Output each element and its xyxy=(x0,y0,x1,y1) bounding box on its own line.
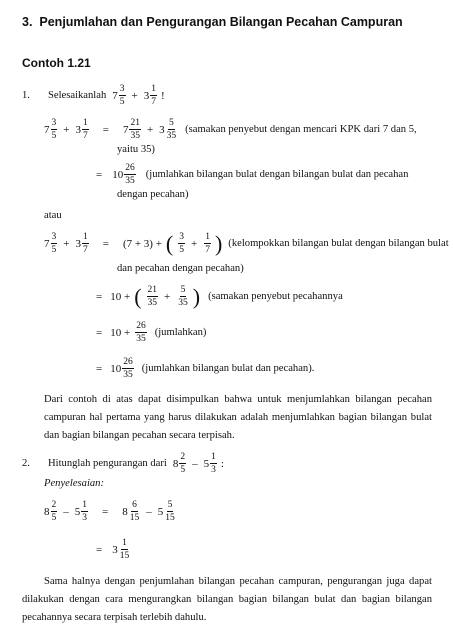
problem1-expression: 7 $\frac{3}{5}$ + 3 $\frac{1}{7}$ ! xyxy=(112,84,165,107)
problem1-prompt-text: Selesaikanlah xyxy=(48,89,107,101)
section-heading xyxy=(22,15,403,29)
problem2-step2: = 3 $\frac{1}{15}$ xyxy=(96,538,130,561)
problem1-step2: = 10 $\frac{26}{35}$ (jumlahkan bilangan bulat dengan bilangan bulat dan pecahan xyxy=(96,163,409,186)
equals-sign: = xyxy=(102,123,109,136)
step2-note-1: (jumlahkan bilangan bulat dengan bilangan bulat dan pecahan xyxy=(145,169,409,180)
mixed-number: 7 $\frac{3}{5}$ xyxy=(112,84,125,107)
problem1-step1 xyxy=(44,118,417,141)
problem1-alt1: 7 $\frac{3}{5}$ + 3 $\frac{1}{7}$ = (7 + 3) + ( $\frac{3}{5}$ + $\frac{1}{7}$ ) (kelompokkan bilangan bulat dengan bilangan bulat xyxy=(44,230,449,256)
problem1-number: 1. xyxy=(22,89,30,101)
solution-label: Penyelesaian: xyxy=(44,478,105,489)
closing-paragraph: Sama halnya dengan penjumlahan bilangan pecahan campuran, pengurangan juga dapat dilakukan dengan cara mengurangkan bilangan bagian bilangan bulat dan bagian bilangan pecahannya secara terpisah terlebih dahulu. xyxy=(22,576,432,623)
example-title: Contoh 1.21 xyxy=(22,56,91,70)
problem1-prompt xyxy=(22,84,165,107)
step1-rhs: 7 $\frac{21}{35}$ + 3 $\frac{5}{35}$ xyxy=(122,118,177,141)
alt3-note: (jumlahkan) xyxy=(154,327,207,338)
section-title: Penjumlahan dan Pengurangan Bilangan Pecahan Campuran xyxy=(39,15,403,29)
step1-note-1: (samakan penyebut dengan mencari KPK dari 7 dan 5, xyxy=(185,124,417,135)
problem2-number: 2. xyxy=(22,457,30,469)
step1-lhs: 7 $\frac{3}{5}$ + 3 $\frac{1}{7}$ xyxy=(44,118,88,141)
step2-note-2: dengan pecahan) xyxy=(117,189,189,200)
problem2-prompt-text: Hitunglah pengurangan dari xyxy=(48,457,167,469)
step1-note-2: yaitu 35) xyxy=(117,144,155,155)
alt1-note-2: dan pecahan dengan pecahan) xyxy=(117,263,244,274)
alt1-note-1: (kelompokkan bilangan bulat dengan bilangan bulat xyxy=(228,238,449,249)
alt2-note: (samakan penyebut pecahannya xyxy=(208,291,343,302)
problem2-prompt xyxy=(22,452,224,475)
conclusion-paragraph: Dari contoh di atas dapat disimpulkan bahwa untuk menjumlahkan bilangan pecahan campuran hal pertama yang harus dilakukan adalah menjumlahkan bagian bilangan bulat dan bagian bilangan pecahan secara terpisah. xyxy=(44,394,432,441)
section-number: 3. xyxy=(22,15,33,29)
problem2-expression: 8 $\frac{2}{5}$ – 5 $\frac{1}{3}$ : xyxy=(172,452,224,475)
mixed-number: 3 $\frac{1}{7}$ xyxy=(143,84,156,107)
alt4-note: (jumlahkan bilangan bulat dan pecahan). xyxy=(141,363,315,374)
or-text: atau xyxy=(44,210,62,221)
problem1-alt2: = 10 + ( $\frac{21}{35}$ + $\frac{5}{35}$ ) (samakan penyebut pecahannya xyxy=(96,283,343,309)
problem1-alt4: = 10 $\frac{26}{35}$ (jumlahkan bilangan bulat dan pecahan). xyxy=(96,357,315,380)
problem1-alt3: = 10 + $\frac{26}{35}$ (jumlahkan) xyxy=(96,321,207,344)
problem2-step1: 8 $\frac{2}{5}$ – 5 $\frac{1}{3}$ = 8 $\frac{6}{15}$ – 5 $\frac{5}{15}$ xyxy=(44,500,175,523)
